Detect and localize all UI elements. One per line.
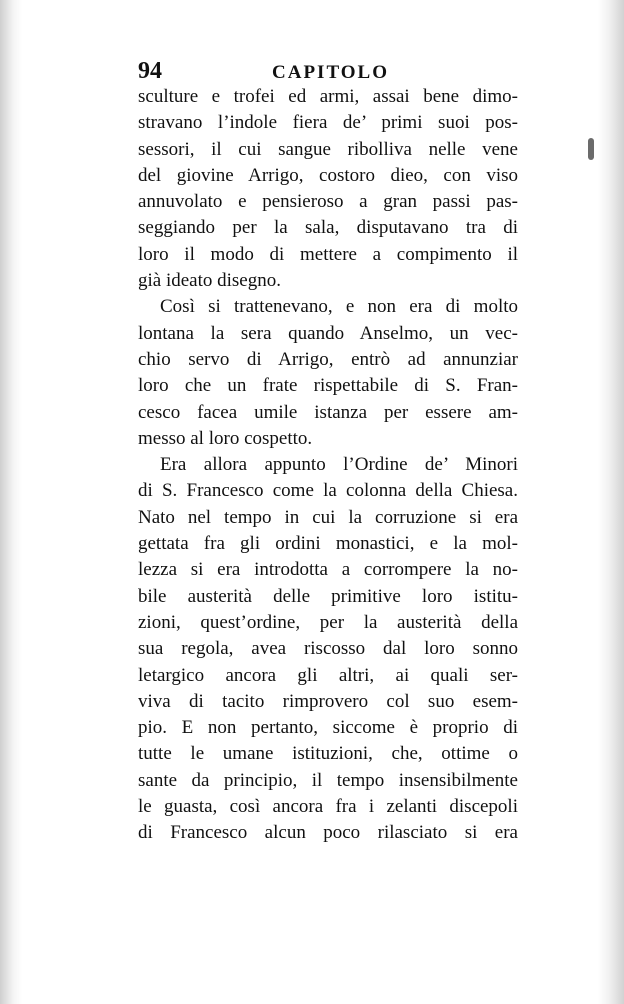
text-line: messo al loro cospetto. — [138, 427, 313, 449]
text-line: loro il modo di mettere a compimento il — [138, 243, 518, 265]
text-line: tutte le umane istituzioni, che, ottime o — [138, 743, 518, 765]
text-line: del giovine Arrigo, costoro dieo, con viso — [138, 164, 518, 186]
ink-speck — [588, 138, 594, 160]
text-line: sculture e trofei ed armi, assai bene dimo- — [138, 86, 518, 107]
text-line: lontana la sera quando Anselmo, un vec- — [138, 322, 518, 344]
text-line: chio servo di Arrigo, entrò ad annunziar — [138, 348, 518, 370]
text-line: pio. E non pertanto, siccome è proprio di — [138, 717, 518, 739]
text-line: sua regola, avea riscosso dal loro sonno — [138, 638, 518, 660]
text-line: già ideato disegno. — [138, 270, 281, 292]
page-edge-left — [0, 0, 22, 1004]
text-line: sessori, il cui sangue ribolliva nelle vene — [138, 138, 518, 160]
text-line: sante da principio, il tempo insensibilmente — [138, 769, 518, 791]
page-edge-right — [598, 0, 624, 1004]
text-line: bile austerità delle primitive loro istitu- — [138, 585, 518, 607]
text-line: loro che un frate rispettabile di S. Fran- — [138, 375, 518, 397]
text-line: stravano l’indole fiera de’ primi suoi pos- — [138, 112, 518, 134]
text-line: lezza si era introdotta a corrompere la no- — [138, 559, 518, 581]
text-line: di S. Francesco come la colonna della Chiesa. — [138, 480, 518, 502]
paragraph-1 — [138, 84, 518, 294]
page-number: 94 — [138, 58, 162, 84]
text-line: Nato nel tempo in cui la corruzione si era — [138, 506, 518, 528]
paragraph-2 — [138, 294, 518, 452]
text-line: seggiando per la sala, disputavano tra di — [138, 217, 518, 239]
chapter-title: CAPITOLO — [272, 62, 390, 83]
text-line: Era allora appunto l’Ordine de’ Minori — [160, 454, 518, 476]
text-line: annuvolato e pensieroso a gran passi pas- — [138, 191, 518, 213]
text-line: letargico ancora gli altri, ai quali ser- — [138, 664, 518, 686]
text-line: Così si trattenevano, e non era di molto — [160, 296, 518, 318]
text-line: cesco facea umile istanza per essere am- — [138, 401, 518, 423]
text-line: viva di tacito rimprovero col suo esem- — [138, 690, 518, 712]
text-line: di Francesco alcun poco rilasciato si era — [138, 822, 518, 844]
text-line: gettata fra gli ordini monastici, e la mol- — [138, 533, 518, 555]
text-line: le guasta, così ancora fra i zelanti discepoli — [138, 796, 518, 818]
text-line: zioni, quest’ordine, per la austerità della — [138, 611, 518, 633]
body-text — [138, 84, 518, 847]
paragraph-3 — [138, 452, 518, 846]
